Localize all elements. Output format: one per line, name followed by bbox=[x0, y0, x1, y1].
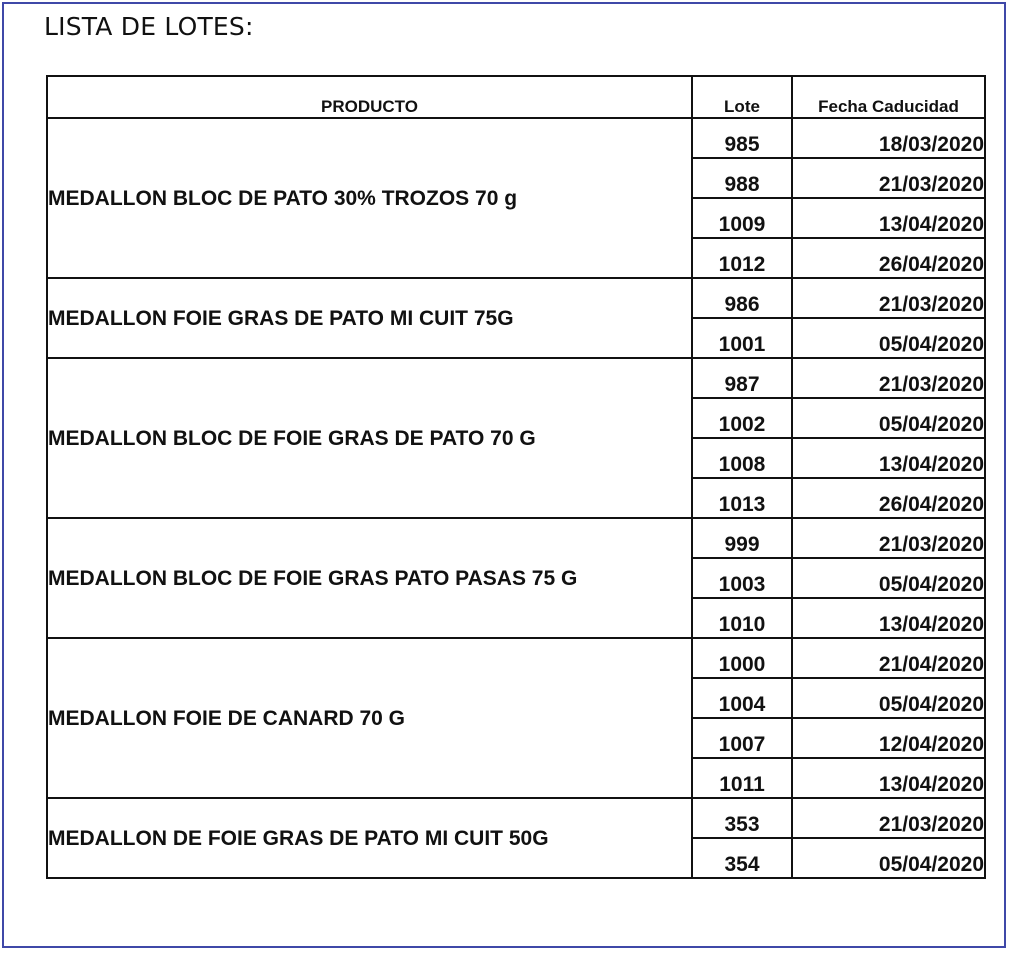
page-title: LISTA DE LOTES: bbox=[44, 12, 254, 41]
product-name-cell: MEDALLON BLOC DE PATO 30% TROZOS 70 g bbox=[47, 118, 692, 278]
lote-cell: 1010 bbox=[692, 598, 792, 638]
fecha-caducidad-cell: 21/03/2020 bbox=[792, 158, 985, 198]
fecha-caducidad-cell: 13/04/2020 bbox=[792, 598, 985, 638]
product-name-cell: MEDALLON FOIE DE CANARD 70 G bbox=[47, 638, 692, 798]
fecha-caducidad-cell: 13/04/2020 bbox=[792, 758, 985, 798]
document-frame bbox=[2, 2, 1006, 948]
lote-cell: 353 bbox=[692, 798, 792, 838]
fecha-caducidad-cell: 05/04/2020 bbox=[792, 558, 985, 598]
lote-cell: 1008 bbox=[692, 438, 792, 478]
lote-cell: 1012 bbox=[692, 238, 792, 278]
product-name-cell: MEDALLON FOIE GRAS DE PATO MI CUIT 75G bbox=[47, 278, 692, 358]
fecha-caducidad-cell: 13/04/2020 bbox=[792, 198, 985, 238]
lote-cell: 1009 bbox=[692, 198, 792, 238]
lote-cell: 985 bbox=[692, 118, 792, 158]
column-header-producto: PRODUCTO bbox=[47, 76, 692, 118]
lote-cell: 1000 bbox=[692, 638, 792, 678]
table-row bbox=[47, 358, 985, 398]
lote-cell: 1011 bbox=[692, 758, 792, 798]
lote-cell: 988 bbox=[692, 158, 792, 198]
product-name-cell: MEDALLON DE FOIE GRAS DE PATO MI CUIT 50G bbox=[47, 798, 692, 878]
table-row bbox=[47, 798, 985, 838]
lote-cell: 1007 bbox=[692, 718, 792, 758]
fecha-caducidad-cell: 26/04/2020 bbox=[792, 478, 985, 518]
product-name-cell: MEDALLON BLOC DE FOIE GRAS PATO PASAS 75 G bbox=[47, 518, 692, 638]
product-name-cell: MEDALLON BLOC DE FOIE GRAS DE PATO 70 G bbox=[47, 358, 692, 518]
lots-table bbox=[46, 75, 986, 879]
lote-cell: 1002 bbox=[692, 398, 792, 438]
lote-cell: 986 bbox=[692, 278, 792, 318]
lote-cell: 1001 bbox=[692, 318, 792, 358]
fecha-caducidad-cell: 05/04/2020 bbox=[792, 838, 985, 878]
lote-cell: 1004 bbox=[692, 678, 792, 718]
lote-cell: 1003 bbox=[692, 558, 792, 598]
fecha-caducidad-cell: 05/04/2020 bbox=[792, 398, 985, 438]
fecha-caducidad-cell: 12/04/2020 bbox=[792, 718, 985, 758]
column-header-lote: Lote bbox=[692, 76, 792, 118]
fecha-caducidad-cell: 21/03/2020 bbox=[792, 358, 985, 398]
table-row bbox=[47, 518, 985, 558]
fecha-caducidad-cell: 21/03/2020 bbox=[792, 518, 985, 558]
fecha-caducidad-cell: 26/04/2020 bbox=[792, 238, 985, 278]
lots-table-body bbox=[47, 118, 985, 878]
lote-cell: 1013 bbox=[692, 478, 792, 518]
fecha-caducidad-cell: 05/04/2020 bbox=[792, 318, 985, 358]
table-row bbox=[47, 278, 985, 318]
fecha-caducidad-cell: 21/03/2020 bbox=[792, 798, 985, 838]
fecha-caducidad-cell: 13/04/2020 bbox=[792, 438, 985, 478]
table-header-row bbox=[47, 76, 985, 118]
table-row bbox=[47, 638, 985, 678]
fecha-caducidad-cell: 18/03/2020 bbox=[792, 118, 985, 158]
fecha-caducidad-cell: 05/04/2020 bbox=[792, 678, 985, 718]
column-header-fecha: Fecha Caducidad bbox=[792, 76, 985, 118]
fecha-caducidad-cell: 21/03/2020 bbox=[792, 278, 985, 318]
table-row bbox=[47, 118, 985, 158]
lote-cell: 999 bbox=[692, 518, 792, 558]
lote-cell: 987 bbox=[692, 358, 792, 398]
fecha-caducidad-cell: 21/04/2020 bbox=[792, 638, 985, 678]
lote-cell: 354 bbox=[692, 838, 792, 878]
